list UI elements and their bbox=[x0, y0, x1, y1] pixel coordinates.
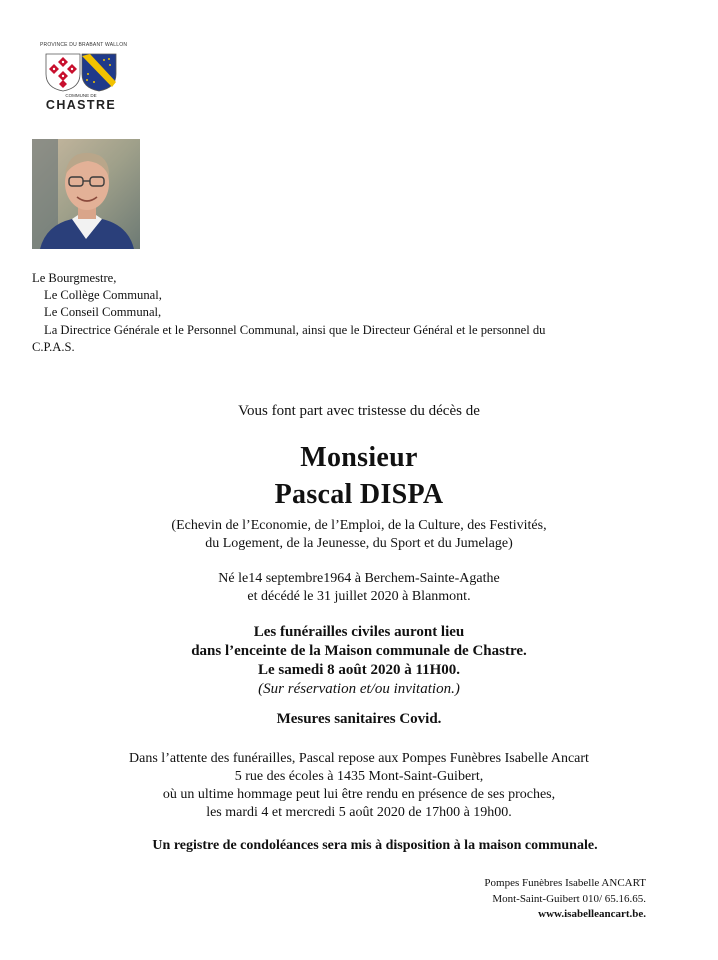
logo-commune-label: COMMUNE DE bbox=[65, 93, 97, 98]
sender-line: La Directrice Générale et le Personnel Communal, ainsi que le Directeur Général et le personnel du bbox=[44, 322, 546, 337]
roles-line: (Echevin de l’Economie, de l’Emploi, de la Culture, des Festivités, bbox=[171, 518, 547, 533]
logo-commune-name: CHASTRE bbox=[45, 98, 117, 112]
footer-phone: Mont-Saint-Guibert 010/ 65.16.65. bbox=[492, 892, 646, 905]
viewing-line: où un ultime hommage peut lui être rendu en présence de ses proches, bbox=[162, 787, 556, 802]
funeral-date: Le samedi 8 août 2020 à 11H00. bbox=[257, 662, 461, 678]
death-line: et décédé le 31 juillet 2020 à Blanmont. bbox=[247, 589, 471, 604]
logo-province-text: PROVINCE DU BRABANT WALLON bbox=[40, 42, 128, 48]
footer-name: Pompes Funèbres Isabelle ANCART bbox=[484, 877, 646, 889]
viewing-line: les mardi 4 et mercredi 5 août 2020 de 17h00 à 19h00. bbox=[206, 805, 512, 820]
covid-heading: Mesures sanitaires Covid. bbox=[276, 711, 442, 727]
footer-website-link[interactable]: www.isabelleancart.be. bbox=[538, 908, 646, 920]
sender-line: C.P.A.S. bbox=[32, 339, 75, 354]
funeral-block bbox=[0, 623, 718, 699]
portrait-photo bbox=[32, 139, 140, 249]
sender-line: Le Bourgmestre, bbox=[32, 271, 117, 285]
intro-text: Vous font part avec tristesse du décès de bbox=[238, 403, 480, 419]
title-honorific: Monsieur bbox=[300, 442, 418, 473]
viewing-line: 5 rue des écoles à 1435 Mont-Saint-Guibert, bbox=[234, 769, 484, 784]
viewing-line: Dans l’attente des funérailles, Pascal repose aux Pompes Funèbres Isabelle Ancart bbox=[129, 751, 589, 766]
dates-block bbox=[0, 570, 718, 606]
condolence-register-text: Un registre de condoléances sera mis à disposition à la maison communale. bbox=[152, 838, 598, 853]
commune-logo bbox=[40, 42, 128, 114]
coat-of-arms-icon bbox=[40, 52, 122, 92]
roles-block bbox=[0, 517, 718, 553]
roles-line: du Logement, de la Jeunesse, du Sport et du Jumelage) bbox=[205, 536, 513, 551]
viewing-block bbox=[0, 750, 718, 822]
sender-line: Le Collège Communal, bbox=[44, 288, 162, 303]
sender-line: Le Conseil Communal, bbox=[44, 305, 162, 320]
title-name: Pascal DISPA bbox=[274, 479, 444, 510]
funeral-note: (Sur réservation et/ou invitation.) bbox=[258, 681, 460, 697]
funeral-home-footer bbox=[484, 876, 646, 923]
funeral-line: dans l’enceinte de la Maison communale de Chastre. bbox=[191, 643, 527, 659]
senders-block bbox=[32, 270, 692, 356]
birth-line: Né le14 septembre1964 à Berchem-Sainte-Agathe bbox=[218, 571, 500, 586]
funeral-line: Les funérailles civiles auront lieu bbox=[253, 624, 465, 640]
